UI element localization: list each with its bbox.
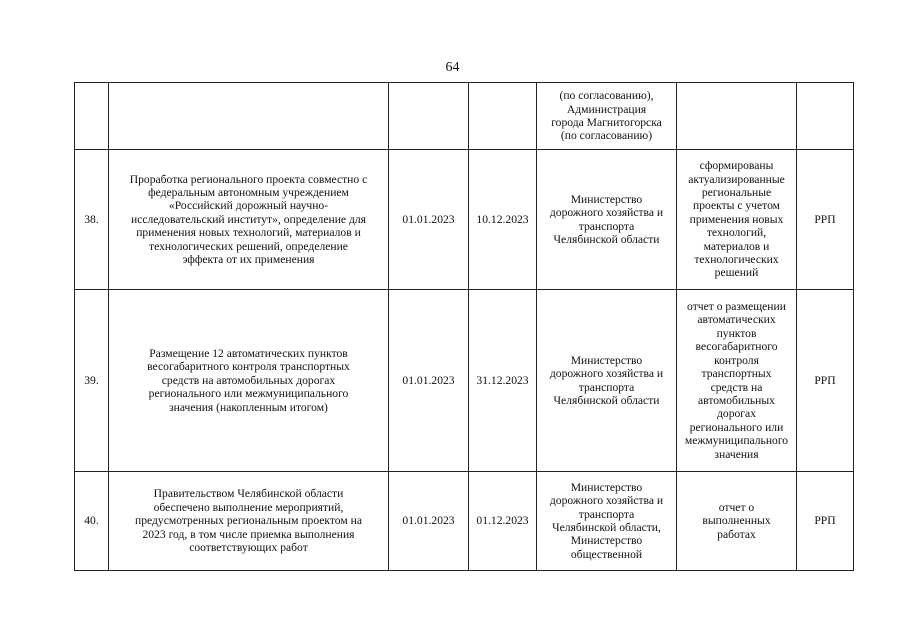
table-row xyxy=(75,472,854,571)
activity-cell: Правительством Челябинской области обеспечено выполнение мероприятий, предусмотренных региональным проектом на 2023 год, в том числе приемка выполнения соответствующих работ xyxy=(109,472,389,571)
level-cell: РРП xyxy=(797,472,854,571)
start-date-cell: 01.01.2023 xyxy=(389,150,469,290)
result-cell: отчет о выполненных работах xyxy=(677,472,797,571)
responsible-cell: Министерство дорожного хозяйства и транспорта Челябинской области, Министерство общественной xyxy=(537,472,677,571)
row-number xyxy=(75,83,109,150)
start-date-cell: 01.01.2023 xyxy=(389,472,469,571)
end-date-cell: 10.12.2023 xyxy=(469,150,537,290)
page-number: 64 xyxy=(445,60,460,75)
table-row xyxy=(75,290,854,472)
activity-cell xyxy=(109,83,389,150)
row-number: 40. xyxy=(75,472,109,571)
row-number: 38. xyxy=(75,150,109,290)
level-cell xyxy=(797,83,854,150)
table-row xyxy=(75,150,854,290)
end-date-cell xyxy=(469,83,537,150)
start-date-cell: 01.01.2023 xyxy=(389,290,469,472)
level-cell: РРП xyxy=(797,290,854,472)
result-cell: сформированы актуализированные региональные проекты с учетом применения новых технологий, материалов и технологических решений xyxy=(677,150,797,290)
responsible-cell: (по согласованию), Администрация города Магнитогорска (по согласованию) xyxy=(537,83,677,150)
result-cell xyxy=(677,83,797,150)
result-cell: отчет о размещении автоматических пунктов весогабаритного контроля транспортных средств на автомобильных дорогах регионального или межмуниципального значения xyxy=(677,290,797,472)
end-date-cell: 01.12.2023 xyxy=(469,472,537,571)
end-date-cell: 31.12.2023 xyxy=(469,290,537,472)
table-row xyxy=(75,83,854,150)
activity-cell: Размещение 12 автоматических пунктов весогабаритного контроля транспортных средств на автомобильных дорогах регионального или межмуниципального значения (накопленным итогом) xyxy=(109,290,389,472)
responsible-cell: Министерство дорожного хозяйства и транспорта Челябинской области xyxy=(537,290,677,472)
start-date-cell xyxy=(389,83,469,150)
row-number: 39. xyxy=(75,290,109,472)
responsible-cell: Министерство дорожного хозяйства и транспорта Челябинской области xyxy=(537,150,677,290)
activity-cell: Проработка регионального проекта совместно с федеральным автономным учреждением «Российский дорожный научно- исследовательский институт», определение для применения новых технологий, материалов и технологических решений, определение эффекта от их применения xyxy=(109,150,389,290)
level-cell: РРП xyxy=(797,150,854,290)
activities-table xyxy=(74,82,854,571)
